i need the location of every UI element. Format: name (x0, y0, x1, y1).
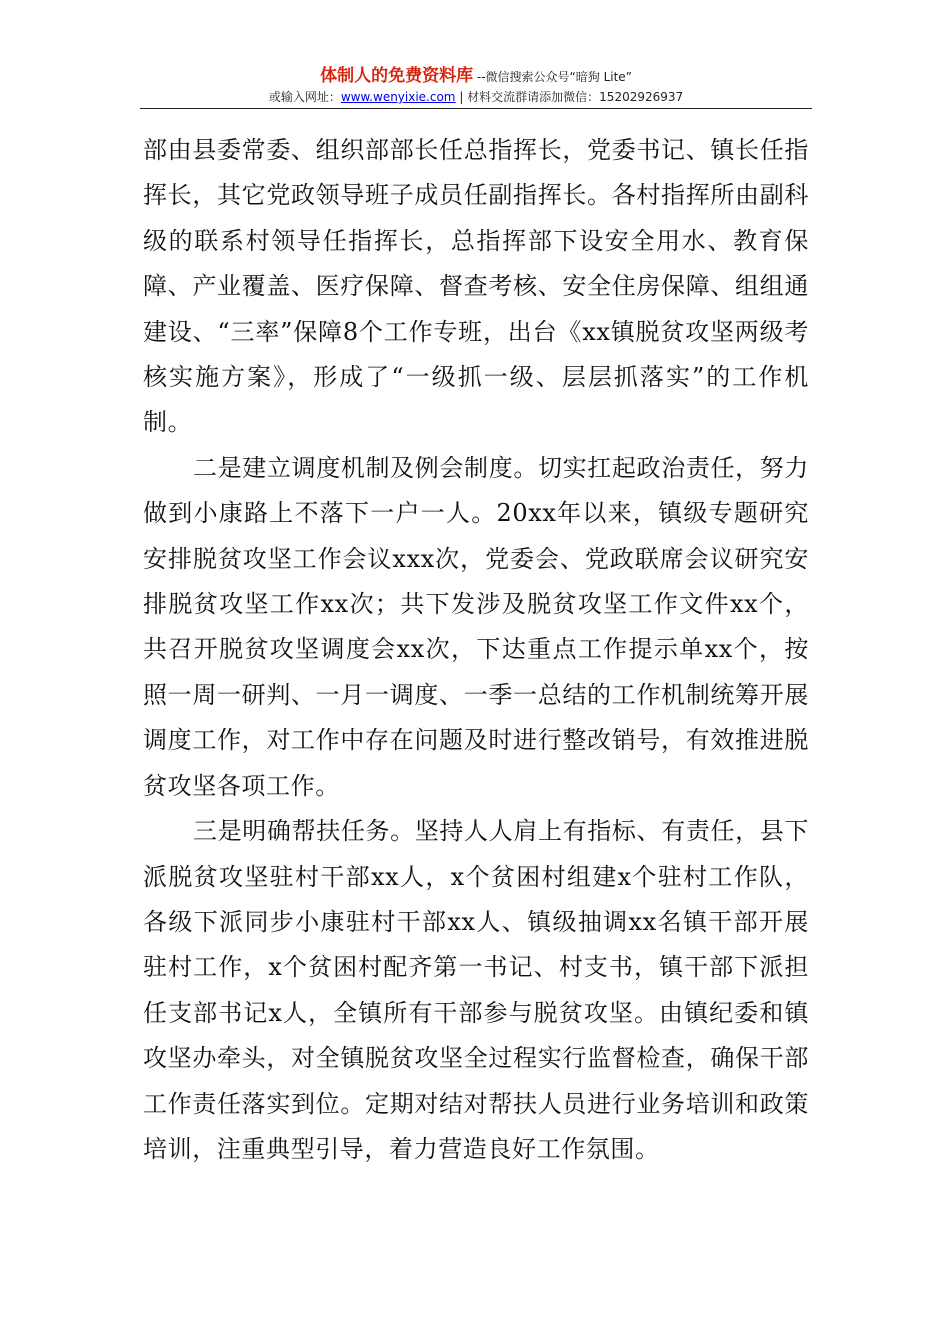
header-contact-line (140, 89, 812, 106)
header-tagline: --微信搜索公众号“暗狗 Lite” (473, 70, 632, 84)
site-url-link[interactable]: www.wenyixie.com (340, 90, 456, 104)
paragraph-continuation: 部由县委常委、组织部部长任总指挥长，党委书记、镇长任指挥长，其它党政领导班子成员任副指挥长。各村指挥所由副科级的联系村领导任指挥长，总指挥部下设安全用水、教育保障、产业覆盖、医疗保障、督查考核、安全住房保障、组组通建设、“三率”保障8个工作专班，出台《xx镇脱贫攻坚两级考核实施方案》，形成了“一级抓一级、层层抓落实”的工作机制。 (143, 136, 809, 437)
header-title-line (140, 66, 812, 87)
contact-info: | 材料交流群请添加微信：15202926937 (455, 90, 684, 104)
paragraph-assistance-tasks: 三是明确帮扶任务。坚持人人肩上有指标、有责任，县下派脱贫攻坚驻村干部xx人，x个贫困村组建x个驻村工作队，各级下派同步小康驻村干部xx人、镇级抽调xx名镇干部开展驻村工作，x个贫困村配齐第一书记、村支书，镇干部下派担任支部书记x人，全镇所有干部参与脱贫攻坚。由镇纪委和镇攻坚办牵头，对全镇脱贫攻坚全过程实行监督检查，确保干部工作责任落实到位。定期对结对帮扶人员进行业务培训和政策培训，注重典型引导，着力营造良好工作氛围。 (143, 817, 809, 1163)
page-header (140, 66, 812, 106)
header-divider (140, 108, 812, 109)
site-name: 体制人的免费资料库 (320, 66, 474, 86)
document-body (143, 128, 809, 1172)
paragraph-scheduling-mechanism: 二是建立调度机制及例会制度。切实扛起政治责任，努力做到小康路上不落下一户一人。20xx年以来，镇级专题研究安排脱贫攻坚工作会议xxx次，党委会、党政联席会议研究安排脱贫攻坚工作xx次；共下发涉及脱贫攻坚工作文件xx个，共召开脱贫攻坚调度会xx次，下达重点工作提示单xx个，按照一周一研判、一月一调度、一季一总结的工作机制统筹开展调度工作，对工作中存在问题及时进行整改销号，有效推进脱贫攻坚各项工作。 (143, 453, 809, 800)
url-prefix: 或输入网址： (268, 90, 341, 104)
